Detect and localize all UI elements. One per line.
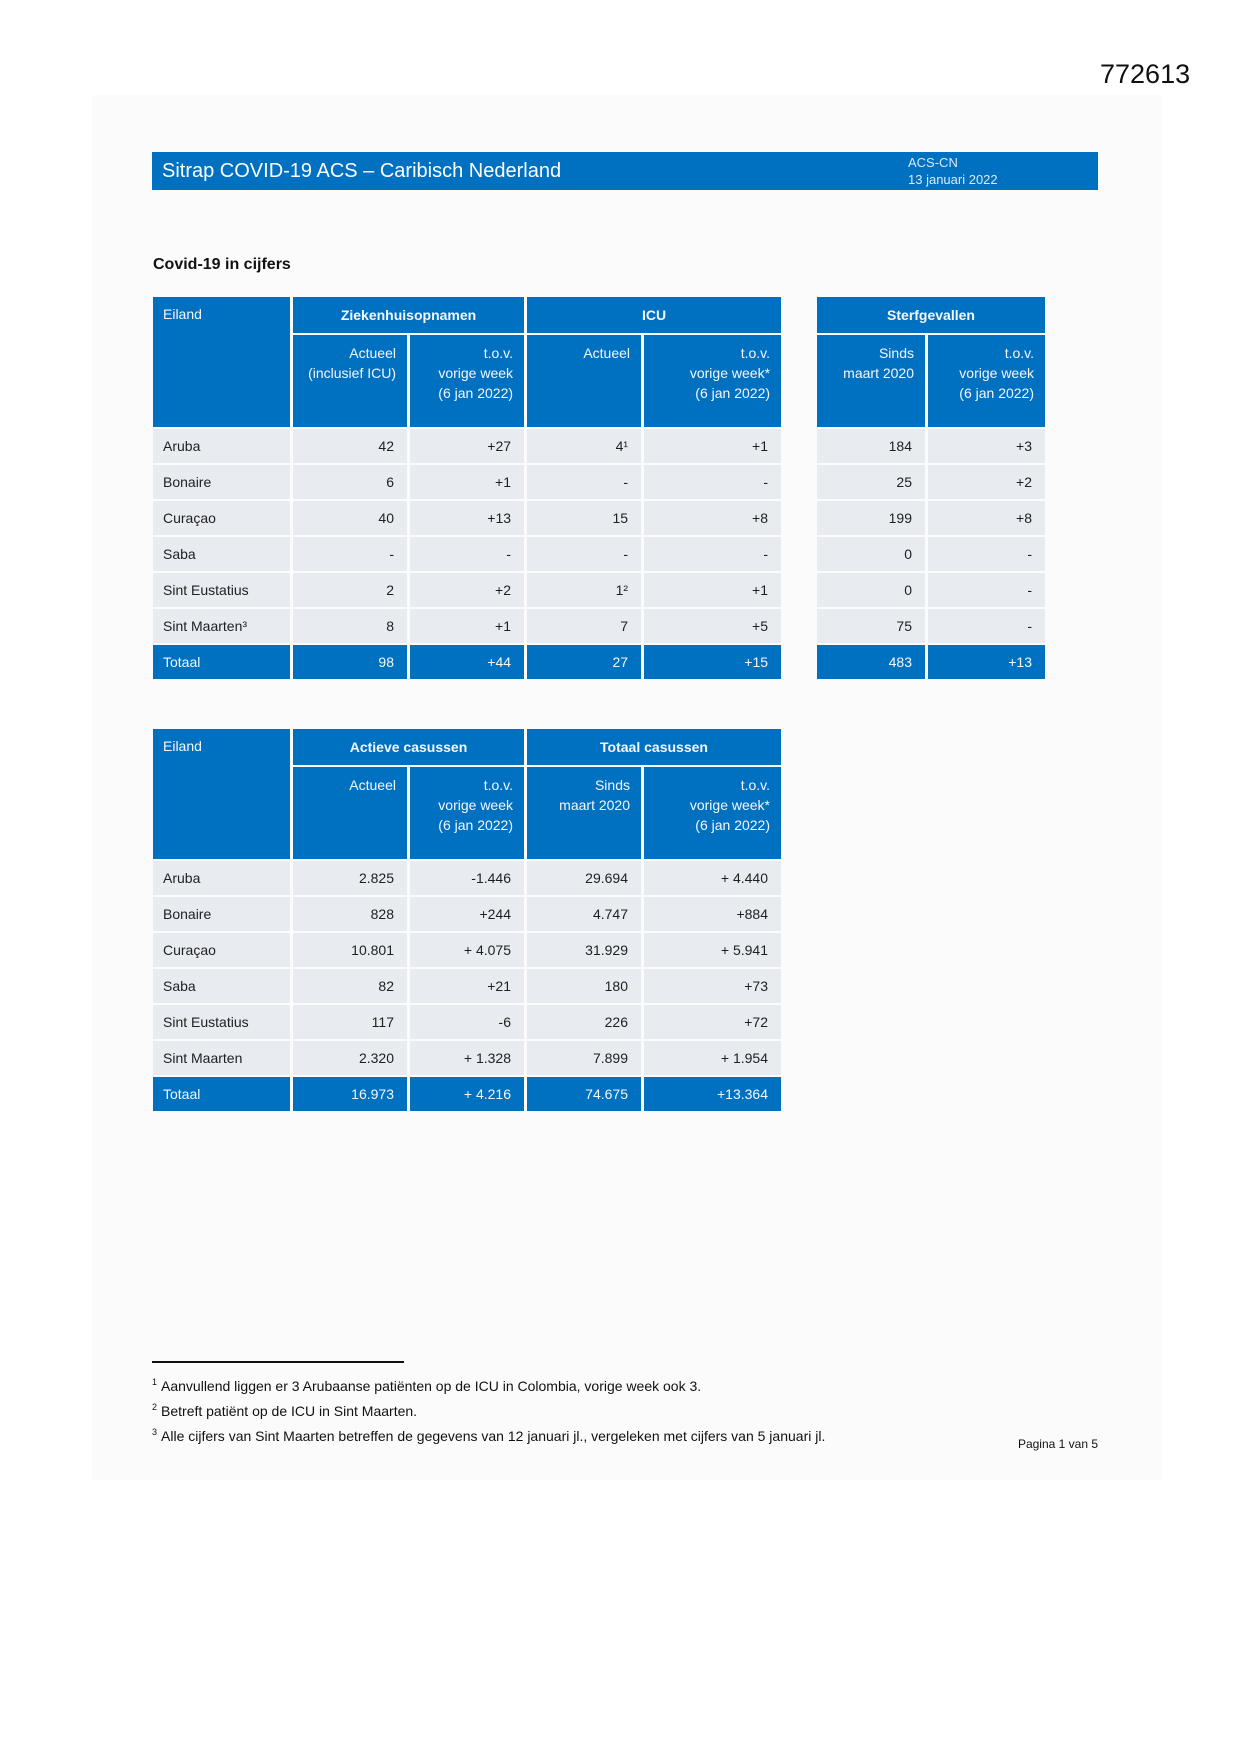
active-change-cell: -6: [410, 1005, 524, 1039]
subheader-line: (6 jan 2022): [438, 385, 514, 401]
subheader-line: Sinds: [878, 345, 914, 361]
island-name-cell: Sint Maarten³: [153, 609, 290, 643]
subheader-line: t.o.v.: [483, 777, 513, 793]
report-title: Sitrap COVID-19 ACS – Caribisch Nederland: [162, 160, 562, 182]
icu-change-cell: -: [644, 465, 781, 499]
active-current-cell: 16.973: [293, 1077, 407, 1111]
banner-meta: [908, 154, 998, 188]
footnote-text: Alle cijfers van Sint Maarten betreffen de gegevens van 12 januari jl., vergeleken met cijfers van 5 januari jl.: [161, 1428, 826, 1444]
island-name-cell: Sint Eustatius: [153, 1005, 290, 1039]
page-number: Pagina 1 van 5: [1017, 1437, 1098, 1451]
active-current-cell: 2.320: [293, 1041, 407, 1075]
hospital-current-cell: 40: [293, 501, 407, 535]
deaths-total-cell: 25: [817, 465, 925, 499]
row-sint-eustatius: [153, 573, 781, 607]
icu-change-cell: +1: [644, 573, 781, 607]
subheader-line: (inclusief ICU): [308, 365, 396, 381]
island-name-cell: Aruba: [153, 429, 290, 463]
active-current-cell: 82: [293, 969, 407, 1003]
total-cases-cell: 7.899: [527, 1041, 641, 1075]
total-cases-change-cell: +884: [644, 897, 781, 931]
footnote: [152, 1422, 825, 1447]
total-cases-cell: 4.747: [527, 897, 641, 931]
active-current-cell: 10.801: [293, 933, 407, 967]
island-name-cell: Totaal: [153, 1077, 290, 1111]
deaths-change-cell: -: [928, 609, 1045, 643]
subheader-active-current: [293, 767, 407, 859]
deaths-total-cell: 199: [817, 501, 925, 535]
hospital-current-cell: -: [293, 537, 407, 571]
org-code: ACS-CN: [908, 155, 958, 170]
title-banner: [152, 152, 1098, 190]
island-name-cell: Aruba: [153, 861, 290, 895]
deaths-total-cell: 0: [817, 573, 925, 607]
hospital-icu-table: [150, 295, 784, 681]
total-cases-change-cell: +73: [644, 969, 781, 1003]
island-name-cell: Bonaire: [153, 897, 290, 931]
active-current-cell: 117: [293, 1005, 407, 1039]
hospital-change-cell: +1: [410, 609, 524, 643]
subheader-line: t.o.v.: [740, 777, 770, 793]
subheader-line: t.o.v.: [1004, 345, 1034, 361]
subheader-total-since: [527, 767, 641, 859]
subheader-line: t.o.v.: [483, 345, 514, 361]
subheader-hospital-current: [293, 335, 407, 427]
document-number: 772613: [1100, 59, 1191, 89]
active-change-cell: + 1.328: [410, 1041, 524, 1075]
footnote-text: Betreft patiënt op de ICU in Sint Maarten.: [161, 1403, 418, 1419]
footnote: [152, 1397, 825, 1422]
total-cases-change-cell: + 4.440: [644, 861, 781, 895]
subheader-line: (6 jan 2022): [695, 817, 770, 833]
deaths-change-cell: +13: [928, 645, 1045, 679]
subheader-line: t.o.v.: [740, 345, 771, 361]
icu-current-cell: 4¹: [527, 429, 641, 463]
deaths-change-cell: +2: [928, 465, 1045, 499]
active-current-cell: 2.825: [293, 861, 407, 895]
deaths-row-bonaire: [817, 465, 1045, 499]
group-header-icu: ICU: [527, 297, 781, 333]
hospital-change-cell: +2: [410, 573, 524, 607]
row-bonaire: [153, 897, 781, 931]
hospital-change-cell: +13: [410, 501, 524, 535]
subheader-line: vorige week: [959, 365, 1034, 381]
hospital-current-cell: 8: [293, 609, 407, 643]
report-date: 13 januari 2022: [908, 172, 998, 187]
island-name-cell: Totaal: [153, 645, 290, 679]
island-name-cell: Curaçao: [153, 933, 290, 967]
row-totaal: [153, 1077, 781, 1111]
row-saba: [153, 969, 781, 1003]
deaths-total-cell: 0: [817, 537, 925, 571]
subheader-icu-current: [527, 335, 641, 427]
island-name-cell: Curaçao: [153, 501, 290, 535]
row-saba: [153, 537, 781, 571]
footnote-mark: 2: [152, 1402, 158, 1412]
island-column-header: Eiland: [153, 297, 290, 427]
table-header-row: [153, 297, 781, 333]
deaths-row-sint-maarten: [817, 609, 1045, 643]
row-aruba: [153, 861, 781, 895]
total-cases-change-cell: + 5.941: [644, 933, 781, 967]
row-sint-maarten: [153, 609, 781, 643]
icu-change-cell: +5: [644, 609, 781, 643]
subheader-line: Actueel: [349, 345, 396, 361]
subheader-deaths-since: [817, 335, 925, 427]
footnote-divider: [152, 1361, 404, 1363]
deaths-change-cell: -: [928, 537, 1045, 571]
hospital-change-cell: +27: [410, 429, 524, 463]
total-cases-cell: 74.675: [527, 1077, 641, 1111]
hospital-current-cell: 42: [293, 429, 407, 463]
total-cases-change-cell: +72: [644, 1005, 781, 1039]
hospital-change-cell: +44: [410, 645, 524, 679]
icu-change-cell: +8: [644, 501, 781, 535]
group-header-hospitalizations: Ziekenhuisopnamen: [293, 297, 524, 333]
hospital-current-cell: 2: [293, 573, 407, 607]
subheader-line: vorige week*: [689, 365, 771, 381]
row-curacao: [153, 933, 781, 967]
subheader-line: (6 jan 2022): [959, 385, 1034, 401]
subheader-line: vorige week: [438, 365, 514, 381]
subheader-active-change: [410, 767, 524, 859]
deaths-row-sint-eustatius: [817, 573, 1045, 607]
deaths-row-curacao: [817, 501, 1045, 535]
total-cases-cell: 226: [527, 1005, 641, 1039]
subheader-line: Actueel: [349, 777, 396, 793]
total-cases-change-cell: + 1.954: [644, 1041, 781, 1075]
section-title: Covid-19 in cijfers: [153, 256, 291, 273]
icu-current-cell: -: [527, 537, 641, 571]
table-header-row: [817, 297, 1045, 333]
active-change-cell: +21: [410, 969, 524, 1003]
active-change-cell: + 4.216: [410, 1077, 524, 1111]
icu-change-cell: +1: [644, 429, 781, 463]
active-change-cell: -1.446: [410, 861, 524, 895]
deaths-total-cell: 184: [817, 429, 925, 463]
icu-change-cell: +15: [644, 645, 781, 679]
row-sint-maarten: [153, 1041, 781, 1075]
deaths-change-cell: +3: [928, 429, 1045, 463]
group-header-total-cases: Totaal casussen: [527, 729, 781, 765]
hospital-current-cell: 6: [293, 465, 407, 499]
deaths-row-saba: [817, 537, 1045, 571]
deaths-table: [814, 295, 1048, 681]
subheader-line: (6 jan 2022): [438, 817, 513, 833]
subheader-line: vorige week*: [689, 797, 770, 813]
footnote-mark: 3: [152, 1427, 158, 1437]
hospital-change-cell: +1: [410, 465, 524, 499]
subheader-deaths-change: [928, 335, 1045, 427]
row-bonaire: [153, 465, 781, 499]
row-totaal: [153, 645, 781, 679]
active-current-cell: 828: [293, 897, 407, 931]
subheader-line: vorige week: [438, 797, 513, 813]
footnotes: [152, 1372, 825, 1447]
subheader-line: Sinds: [594, 777, 630, 793]
total-cases-change-cell: +13.364: [644, 1077, 781, 1111]
row-curacao: [153, 501, 781, 535]
deaths-row-aruba: [817, 429, 1045, 463]
cases-table: [150, 727, 784, 1113]
table-header-row: [153, 729, 781, 765]
deaths-change-cell: -: [928, 573, 1045, 607]
table-subheader-row: [817, 335, 1045, 427]
subheader-hospital-change: [410, 335, 524, 427]
hospital-current-cell: 98: [293, 645, 407, 679]
island-column-header: Eiland: [153, 729, 290, 859]
subheader-line: (6 jan 2022): [695, 385, 771, 401]
footnote-mark: 1: [152, 1377, 158, 1387]
active-change-cell: +244: [410, 897, 524, 931]
deaths-total-cell: 483: [817, 645, 925, 679]
icu-current-cell: 7: [527, 609, 641, 643]
icu-current-cell: 27: [527, 645, 641, 679]
deaths-change-cell: +8: [928, 501, 1045, 535]
total-cases-cell: 29.694: [527, 861, 641, 895]
subheader-line: maart 2020: [559, 797, 630, 813]
icu-change-cell: -: [644, 537, 781, 571]
island-name-cell: Saba: [153, 537, 290, 571]
island-name-cell: Saba: [153, 969, 290, 1003]
deaths-row-totaal: [817, 645, 1045, 679]
icu-current-cell: 15: [527, 501, 641, 535]
group-header-active-cases: Actieve casussen: [293, 729, 524, 765]
row-sint-eustatius: [153, 1005, 781, 1039]
row-aruba: [153, 429, 781, 463]
island-name-cell: Sint Maarten: [153, 1041, 290, 1075]
hospital-change-cell: -: [410, 537, 524, 571]
island-name-cell: Bonaire: [153, 465, 290, 499]
island-name-cell: Sint Eustatius: [153, 573, 290, 607]
subheader-total-change: [644, 767, 781, 859]
footnote: [152, 1372, 825, 1397]
total-cases-cell: 180: [527, 969, 641, 1003]
subheader-icu-change: [644, 335, 781, 427]
subheader-line: maart 2020: [843, 365, 914, 381]
icu-current-cell: -: [527, 465, 641, 499]
footnote-text: Aanvullend liggen er 3 Arubaanse patiënten op de ICU in Colombia, vorige week ook 3.: [161, 1378, 702, 1394]
deaths-total-cell: 75: [817, 609, 925, 643]
total-cases-cell: 31.929: [527, 933, 641, 967]
subheader-line: Actueel: [583, 345, 631, 361]
group-header-deaths: Sterfgevallen: [817, 297, 1045, 333]
active-change-cell: + 4.075: [410, 933, 524, 967]
icu-current-cell: 1²: [527, 573, 641, 607]
